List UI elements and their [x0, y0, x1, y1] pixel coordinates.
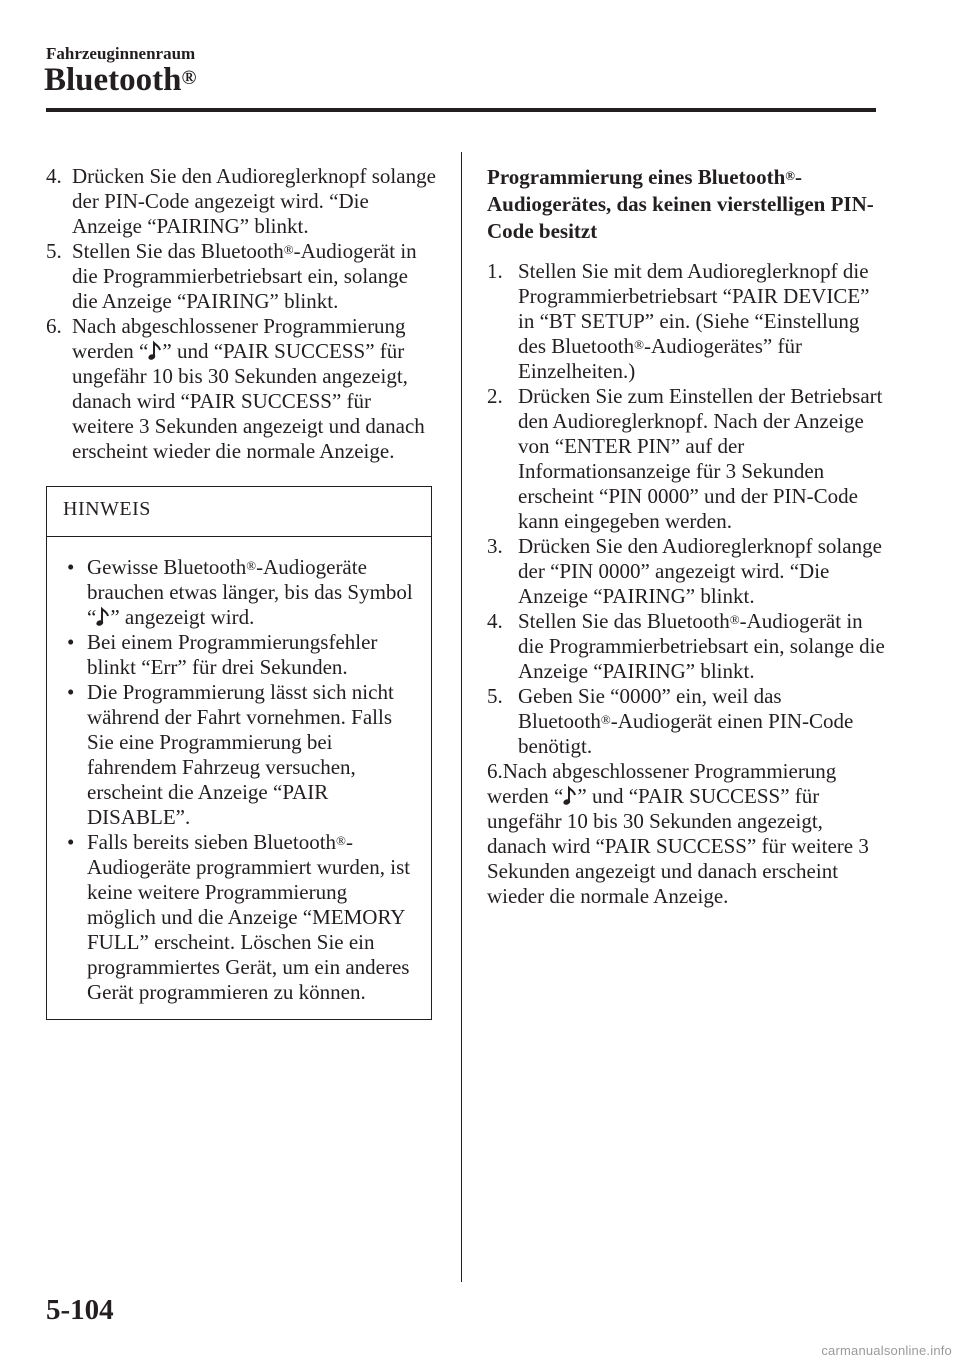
- step-text: [518, 384, 882, 533]
- step-number: 5.: [487, 684, 503, 708]
- text-segment: ” angezeigt wird.: [110, 605, 255, 629]
- page-title: [44, 58, 196, 102]
- step-text: [518, 609, 885, 683]
- step-number: 5.: [46, 239, 62, 263]
- text-segment: -Audiogerätes, das keinen vierstelligen PIN-Code besitzt: [487, 165, 874, 243]
- note-item-text: [87, 630, 377, 679]
- title-rule: [46, 108, 876, 112]
- registered-mark: ®: [785, 168, 795, 183]
- step-text: [487, 759, 869, 908]
- note-box: [46, 486, 432, 1020]
- step-number: 6.: [46, 314, 62, 338]
- step-text: [72, 164, 436, 238]
- music-note-icon: [148, 340, 162, 362]
- step-item: [46, 239, 438, 314]
- registered-mark: ®: [283, 242, 294, 257]
- registered-mark: ®: [246, 558, 257, 573]
- text-segment: ” und “PAIR SUCCESS” für ungefähr 10 bis 30 Sekunden angezeigt, danach wird “PAIR SUCCESS” für weitere 3 Sekunden angezeigt und danach erscheint wieder die normale Anzeige.: [72, 339, 425, 463]
- note-item-text: [87, 555, 413, 629]
- registered-mark: ®: [181, 67, 197, 89]
- page-title-text: Bluetooth: [44, 62, 182, 98]
- step-number: 2.: [487, 384, 503, 408]
- text-segment: Stellen Sie das Bluetooth: [72, 239, 284, 263]
- page-number: 5-104: [46, 1294, 114, 1326]
- step-number: 6.: [487, 759, 503, 783]
- note-item: [61, 630, 419, 680]
- step-item: [487, 259, 885, 384]
- bullet: •: [67, 630, 75, 654]
- text-segment: -Audiogerät in die Programmierbetriebsart ein, solange die Anzeige “PAIRING” blinkt.: [72, 239, 417, 313]
- step-text: [518, 259, 869, 383]
- note-item: [61, 680, 419, 830]
- text-segment: ” und “PAIR SUCCESS” für ungefähr 10 bis 30 Sekunden angezeigt, danach wird “PAIR SUCCESS” für weitere 3 Sekunden angezeigt und danach erscheint wieder die normale Anzeige.: [487, 784, 869, 908]
- registered-mark: ®: [634, 337, 644, 352]
- note-heading: HINWEIS: [47, 487, 431, 537]
- step-text: [72, 239, 417, 313]
- registered-mark: ®: [600, 712, 611, 727]
- section-heading: [487, 164, 885, 245]
- step-item: [487, 609, 885, 684]
- text-segment: -Audiogerät in die Programmierbetriebsart ein, solange die Anzeige “PAIRING” blinkt.: [518, 609, 885, 683]
- left-column: [46, 164, 438, 1020]
- right-column: [487, 164, 885, 909]
- text-segment: Programmierung eines Bluetooth: [487, 165, 786, 189]
- text-segment: Drücken Sie den Audioreglerknopf solange der PIN-Code angezeigt wird. “Die Anzeige “PAIRING” blinkt.: [72, 164, 436, 238]
- watermark: carmanualsonline.info: [821, 1343, 952, 1358]
- note-item: [61, 555, 419, 630]
- text-segment: Gewisse Bluetooth: [87, 555, 247, 579]
- text-segment: -Audiogerät einen PIN-Code benötigt.: [518, 709, 854, 758]
- text-segment: Drücken Sie den Audioreglerknopf solange der “PIN 0000” angezeigt wird. “Die Anzeige “PAIRING” blinkt.: [518, 534, 882, 608]
- text-segment: Stellen Sie mit dem Audioreglerknopf die Programmierbetriebsart “PAIR DEVICE” in “BT SETUP” ein. (Siehe “Einstellung des Bluetooth: [518, 259, 870, 358]
- note-item: [61, 830, 419, 1005]
- step-item: [487, 684, 885, 759]
- note-item-text: [87, 680, 394, 829]
- step-number: 4.: [46, 164, 62, 188]
- text-segment: -Audiogeräte programmiert wurden, ist keine weitere Programmierung möglich und die Anzeige “MEMORY FULL” erscheint. Löschen Sie ein programmiertes Gerät, um ein anderes Gerät programmieren zu können.: [87, 830, 411, 1004]
- step-number: 1.: [487, 259, 503, 283]
- step-item: [487, 384, 885, 534]
- text-segment: Stellen Sie das Bluetooth: [518, 609, 730, 633]
- note-bullet-list: [61, 555, 419, 1005]
- text-segment: Geben Sie “0000” ein, weil das Bluetooth: [518, 684, 782, 733]
- section-label: Fahrzeuginnenraum: [46, 44, 196, 63]
- left-steps-list: [46, 164, 438, 464]
- text-segment: Drücken Sie zum Einstellen der Betriebsart den Audioreglerknopf. Nach der Anzeige von “ENTER PIN” auf der Informationsanzeige für 3 Sekunden erscheint “PIN 0000” und der PIN-Code kann eingegeben werden.: [518, 384, 883, 533]
- step-number: 3.: [487, 534, 503, 558]
- step-text: [518, 534, 882, 608]
- step-text: [72, 314, 425, 463]
- text-segment: Nach abgeschlossener Programmierung werden “: [72, 314, 406, 363]
- bullet: •: [67, 830, 75, 854]
- right-steps-list: [487, 259, 885, 909]
- step-text: [518, 684, 853, 758]
- step-item: [46, 164, 438, 239]
- music-note-icon: [563, 785, 577, 807]
- music-note-icon: [96, 606, 110, 628]
- bullet: •: [67, 680, 75, 704]
- text-segment: Bei einem Programmierungsfehler blinkt “Err” für drei Sekunden.: [87, 630, 378, 679]
- step-item: [46, 314, 438, 464]
- step-number: 4.: [487, 609, 503, 633]
- column-divider: [461, 152, 462, 1282]
- step-item: [487, 534, 885, 609]
- note-body: [47, 537, 431, 1019]
- text-segment: Nach abgeschlossener Programmierung werden “: [487, 759, 837, 808]
- step-item: [487, 759, 885, 909]
- bullet: •: [67, 555, 75, 579]
- text-segment: Falls bereits sieben Bluetooth: [87, 830, 337, 854]
- text-segment: -Audiogeräte brauchen etwas länger, bis das Symbol “: [87, 555, 413, 629]
- registered-mark: ®: [729, 612, 740, 627]
- text-segment: -Audiogerätes” für Einzelheiten.): [518, 334, 802, 383]
- note-item-text: [87, 830, 410, 1004]
- text-segment: Die Programmierung lässt sich nicht während der Fahrt vornehmen. Falls Sie eine Programmierung bei fahrendem Fahrzeug versuchen, erscheint die Anzeige “PAIR DISABLE”.: [87, 680, 394, 829]
- registered-mark: ®: [336, 833, 346, 848]
